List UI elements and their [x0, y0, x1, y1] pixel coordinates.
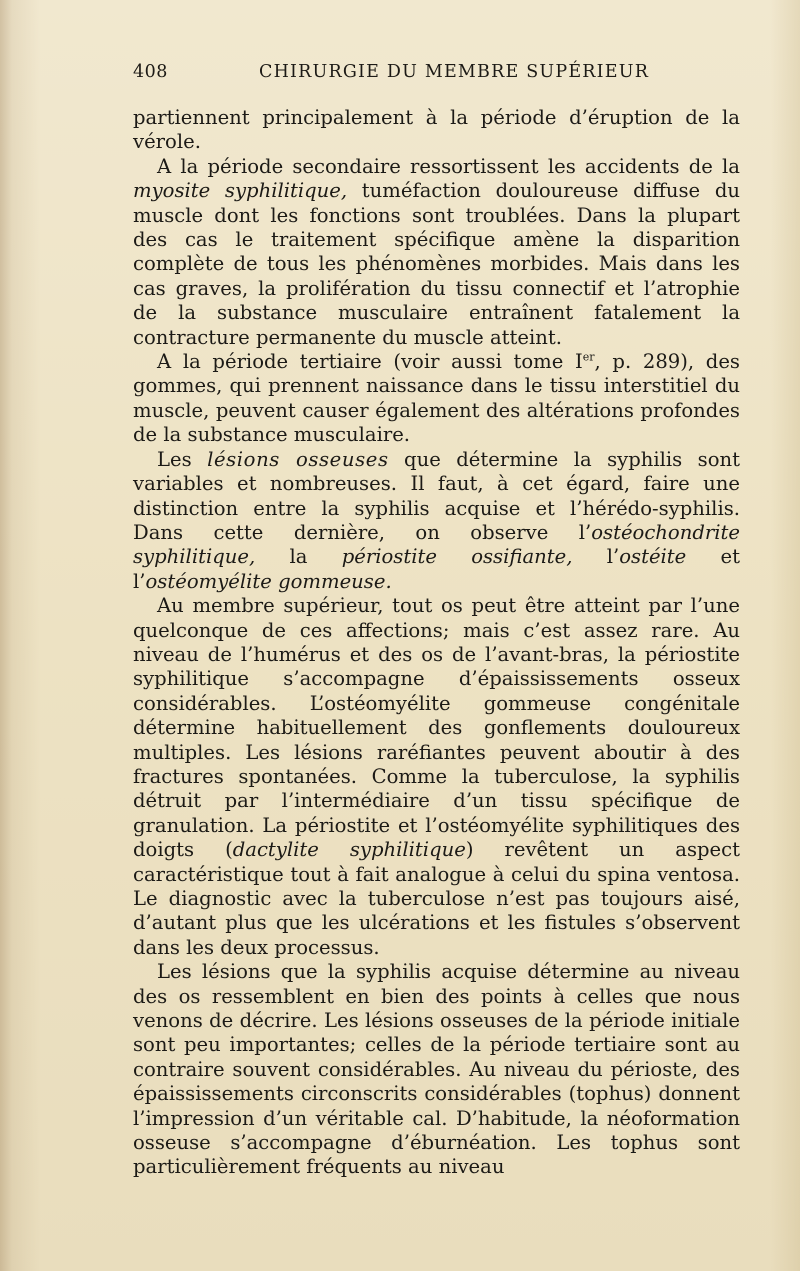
text-run: l’ [572, 545, 620, 569]
paragraph-1-text: partiennent principalement à la période d’éruption de la vérole. [133, 106, 740, 154]
text-run: et l’ [133, 545, 741, 593]
paragraph-2 [133, 155, 740, 350]
text-run: Les lésions que la syphilis acquise détermine au niveau des os ressemblent en bien des points à celles que nous venons de décrire. Les lésions osseuses de la période initiale sont peu importantes; celles de la période tertiaire sont au contraire souvent considérables. Au niveau du périoste, des épaississements circonscrits considérables (tophus) donnent l’impression d’un véritable cal. D’habitude, la néoformation osseuse s’accompagne d’éburnéation. Les tophus sont particulièrement fréquents au niveau [133, 960, 740, 1179]
text-run: Au membre supérieur, tout os peut être atteint par l’une quelconque de ces affections; mais c’est assez rare. Au niveau de l’humérus et des os de l’avant-bras, la périostite syphilitique s’accompagne d’épaississements osseux considérables. L’ostéomyélite gommeuse congénitale détermine habituellement des gonflements douloureux multiples. Les lésions raréfiantes peuvent aboutir à des fractures spontanées. Comme la tuberculose, la syphilis détruit par l’intermédiaire d’un tissu spécifique de granulation. La périostite et l’ostéomyélite syphilitiques des doigts ( [133, 594, 740, 862]
text-run: , p. 289), des gommes, qui prennent naissance dans le tissu interstitiel du muscle, peuvent causer également des altérations profondes de la substance musculaire. [133, 350, 740, 447]
page-number: 408 [133, 62, 168, 82]
text-run: A la période secondaire ressortissent les accidents de la [157, 154, 740, 178]
running-head [133, 62, 740, 88]
italic-term: ostéomyélite gommeuse. [145, 569, 392, 593]
superscript: er [582, 350, 595, 364]
paragraph-6 [133, 960, 740, 1180]
italic-term: dactylite syphilitique [232, 838, 466, 862]
italic-term: ostéochondrite syphilitique, [133, 520, 740, 569]
text-run: Les [157, 447, 208, 471]
text-run: tuméfaction douloureuse diffuse du muscle dont les fonctions sont troublées. Dans la plupart des cas le traitement spécifique amène la disparition complète de tous les phénomènes morbides. Mais dans les cas graves, la prolifération du tissu connectif et l’atrophie de la substance musculaire entraînent fatalement la contracture permanente du muscle atteint. [133, 179, 740, 349]
running-title: CHIRURGIE DU MEMBRE SUPÉRIEUR [259, 62, 650, 82]
italic-term: lésions osseuses [207, 447, 389, 471]
paragraph-4 [133, 448, 740, 594]
italic-term: périostite ossifiante, [341, 545, 573, 569]
paragraph-1 [133, 106, 740, 155]
text-run: la [255, 545, 342, 569]
italic-term: myosite syphilitique, [133, 179, 348, 203]
text-run: A la période tertiaire (voir aussi tome I [157, 350, 583, 374]
paragraph-3 [133, 350, 740, 448]
italic-term: ostéite [619, 545, 687, 569]
text-run: ) revêtent un aspect caractéristique tout à fait analogue à celui du spina ventosa. Le diagnostic avec la tuberculose n’est pas toujours aisé, d’autant plus que les ulcérations et les fistules s’observent dans les deux processus. [133, 838, 741, 959]
text-run: que détermine la syphilis sont variables et nombreuses. Il faut, à cet égard, faire une distinction entre la syphilis acquise et l’hérédo-syphilis. Dans cette dernière, on observe l’ [133, 447, 740, 544]
paragraph-5 [133, 594, 740, 960]
body-text [133, 106, 740, 1180]
